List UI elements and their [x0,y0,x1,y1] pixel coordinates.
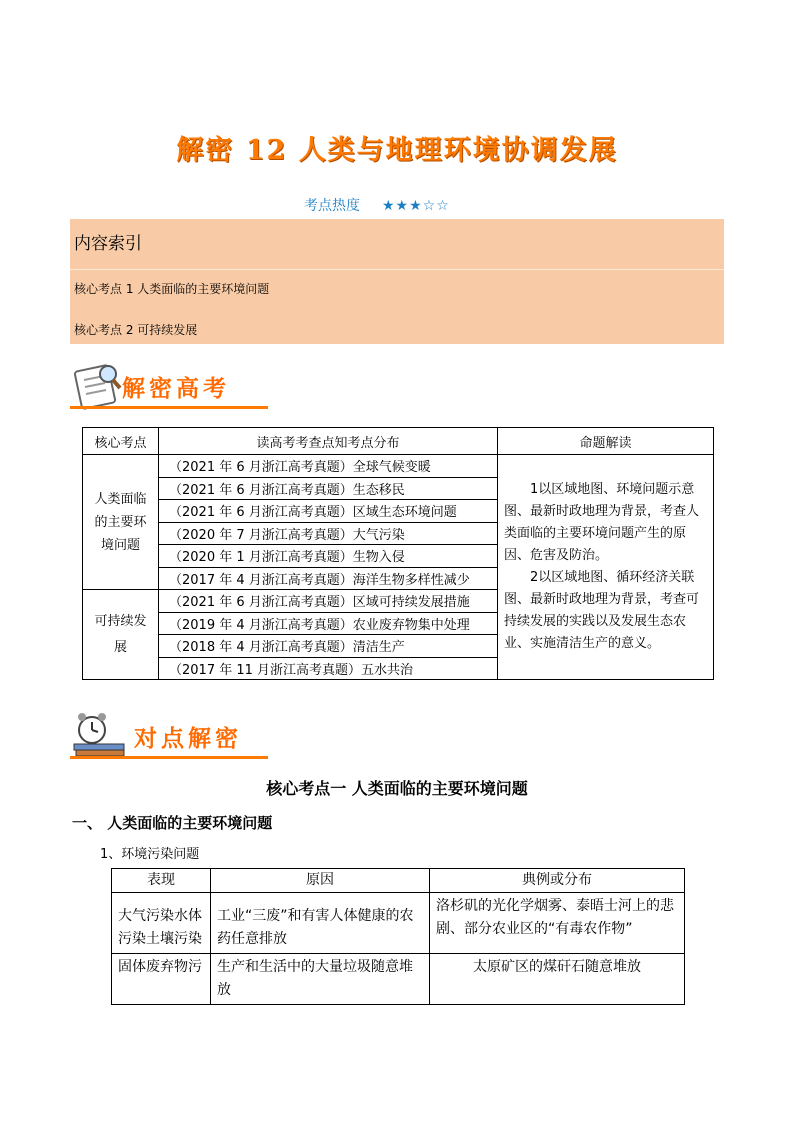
table-row: （2019 年 4 月浙江高考真题）农业废弃物集中处理 [159,612,498,635]
page-title: 解密 12 人类与地理环境协调发展 [176,135,618,166]
banner-title: 解密高考 [122,375,230,402]
section-banner-analysis [70,710,270,760]
table-row: （2020 年 7 月浙江高考真题）大气污染 [159,522,498,545]
table-cell: 洛杉矶的光化学烟雾、泰晤士河上的悲剧、部分农业区的“有毒农作物” [430,893,685,954]
col-header-distribution: 读高考考查点知考点分布 [159,428,498,455]
table-row: （2021 年 6 月浙江高考真题）区域可持续发展措施 [159,590,498,613]
table-row: （2021 年 6 月浙江高考真题）全球气候变暖 [159,455,498,478]
table-row: （2021 年 6 月浙江高考真题）生态移民 [159,477,498,500]
table-cell: 固体废弃物污 [112,954,211,1005]
table-row: （2021 年 6 月浙江高考真题）区域生态环境问题 [159,500,498,523]
clock-books-icon [70,710,130,760]
pollution-table [111,868,685,1005]
star-rating: ★★★☆☆ [382,198,450,214]
table-cell: 大气污染水体污染土壤污染 [112,893,211,954]
table-row: （2020 年 1 月浙江高考真题）生物入侵 [159,545,498,568]
col-header-topic: 核心考点 [83,428,159,455]
table-cell: 工业“三废”和有害人体健康的农药任意排放 [211,893,430,954]
table-row: （2017 年 11 月浙江高考真题）五水共治 [159,657,498,680]
group-cell-sustainable: 可持续发展 [83,590,159,680]
table-row: （2018 年 4 月浙江高考真题）清洁生产 [159,635,498,658]
col-header-example: 典例或分布 [430,869,685,893]
col-header-manifestation: 表现 [112,869,211,893]
table-row: （2017 年 4 月浙江高考真题）海洋生物多样性减少 [159,567,498,590]
index-heading: 内容索引 [74,234,142,254]
banner-underline [70,406,268,409]
interpretation-para-1: 1以区域地图、环境问题示意图、最新时政地理为背景，考查人类面临的主要环境问题产生的原因、危害及防治。 [504,482,700,563]
table-cell: 太原矿区的煤矸石随意堆放 [430,954,685,1005]
subsection-heading: 一、 人类面临的主要环境问题 [72,814,273,832]
exam-distribution-table [82,427,714,680]
col-header-cause: 原因 [211,869,430,893]
index-divider [70,269,724,270]
banner-underline [70,756,268,759]
banner-title: 对点解密 [134,725,242,752]
section-banner-gaokao [70,360,270,410]
content-index [70,219,724,344]
table-cell: 生产和生活中的大量垃圾随意堆放 [211,954,430,1005]
heat-label: 考点热度 [304,198,360,214]
heat-rating [304,195,450,215]
interpretation-para-2: 2以区域地图、循环经济关联图、最新时政地理为背景，考查可持续发展的实践以及发展生态农业、实施清洁生产的意义。 [504,570,700,651]
interpretation-cell [498,455,714,680]
item-heading: 1、环境污染问题 [100,847,200,862]
group-cell-environment: 人类面临的主要环境问题 [83,455,159,590]
index-item-2: 核心考点 2 可持续发展 [74,323,198,337]
col-header-interpretation: 命题解读 [498,428,714,455]
index-item-1: 核心考点 1 人类面临的主要环境问题 [74,282,270,296]
section-heading: 核心考点一 人类面临的主要环境问题 [266,779,528,798]
notepad-magnifier-icon [70,360,126,410]
